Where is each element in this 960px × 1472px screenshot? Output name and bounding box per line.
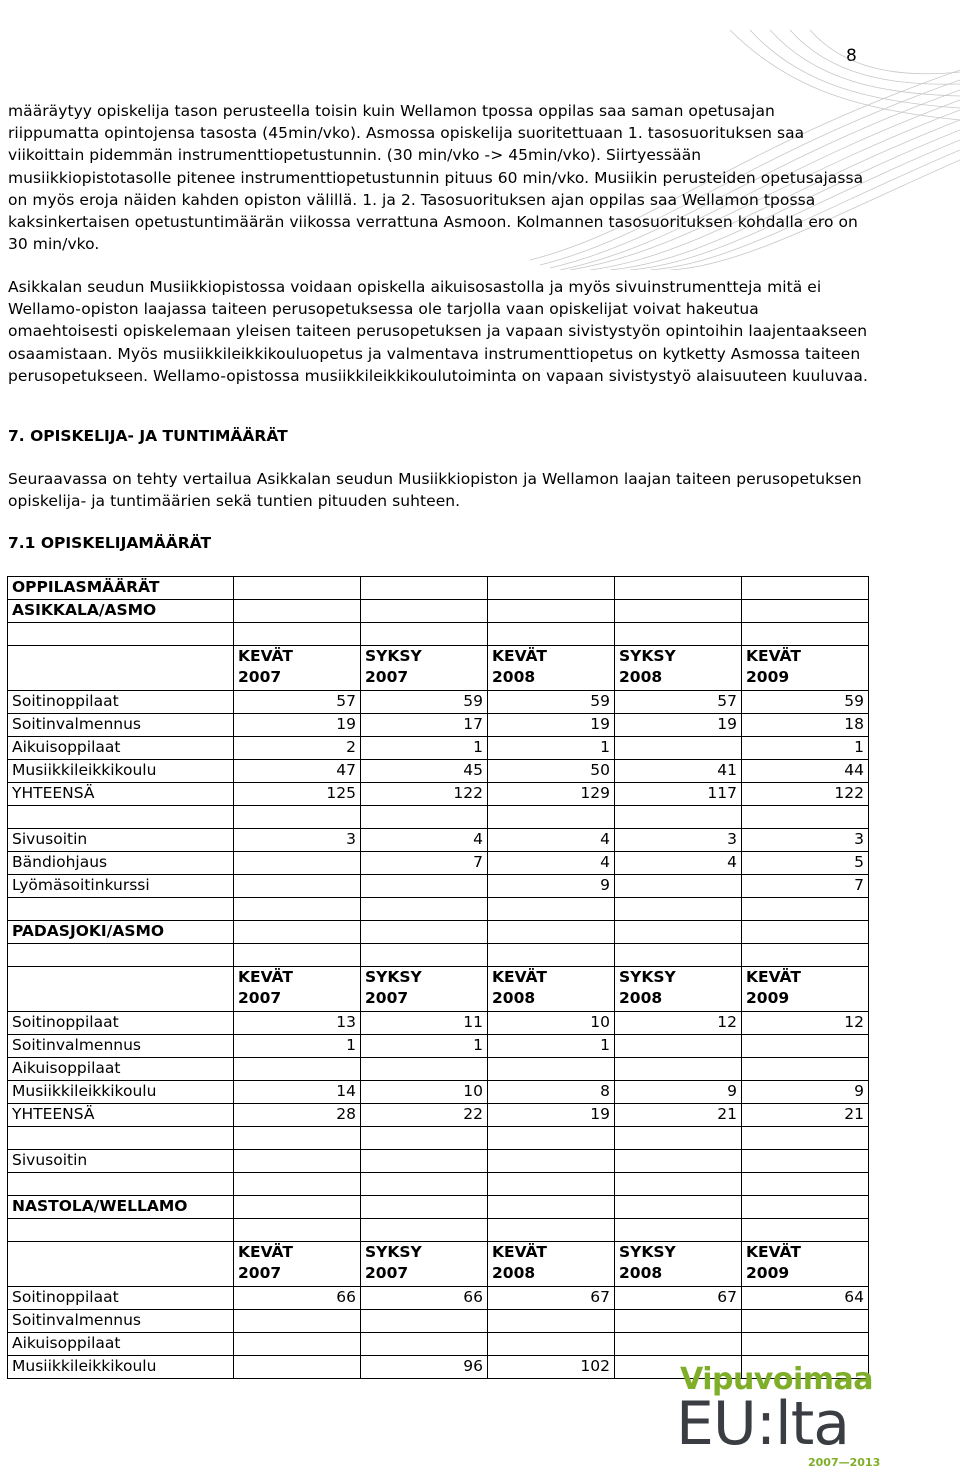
empty-cell bbox=[234, 944, 361, 967]
empty-cell bbox=[615, 623, 742, 646]
value-cell bbox=[742, 1310, 869, 1333]
table-title-line2: ASIKKALA/ASMO bbox=[8, 600, 234, 623]
column-header bbox=[488, 646, 615, 691]
value-cell: 50 bbox=[488, 760, 615, 783]
row-label: Aikuisoppilaat bbox=[8, 1333, 234, 1356]
empty-cell bbox=[742, 1196, 869, 1219]
value-cell: 4 bbox=[488, 829, 615, 852]
value-cell: 5 bbox=[742, 852, 869, 875]
value-cell: 45 bbox=[361, 760, 488, 783]
value-cell bbox=[488, 1310, 615, 1333]
table-row bbox=[8, 783, 869, 806]
column-header bbox=[742, 646, 869, 691]
value-cell: 129 bbox=[488, 783, 615, 806]
table-title-line1: OPPILASMÄÄRÄT bbox=[8, 577, 234, 600]
table-row bbox=[8, 691, 869, 714]
table-row bbox=[8, 1287, 869, 1310]
empty-cell bbox=[361, 921, 488, 944]
logo-title: Vipuvoimaa bbox=[680, 1362, 874, 1397]
column-header bbox=[615, 967, 742, 1012]
value-cell: 1 bbox=[488, 737, 615, 760]
value-cell: 28 bbox=[234, 1104, 361, 1127]
empty-cell bbox=[8, 898, 234, 921]
value-cell bbox=[742, 1035, 869, 1058]
value-cell: 4 bbox=[361, 829, 488, 852]
value-cell: 9 bbox=[488, 875, 615, 898]
value-cell: 59 bbox=[742, 691, 869, 714]
value-cell: 11 bbox=[361, 1012, 488, 1035]
empty-cell bbox=[361, 1196, 488, 1219]
value-cell bbox=[615, 1058, 742, 1081]
empty-cell bbox=[615, 1196, 742, 1219]
column-header-season: KEVÄT bbox=[746, 968, 801, 986]
value-cell bbox=[234, 1356, 361, 1379]
table-row bbox=[8, 714, 869, 737]
table-row bbox=[8, 760, 869, 783]
empty-cell bbox=[488, 1127, 615, 1150]
column-header-season: SYKSY bbox=[365, 968, 422, 986]
table-row bbox=[8, 1035, 869, 1058]
column-header-year: 2009 bbox=[746, 1264, 790, 1282]
table-row bbox=[8, 737, 869, 760]
value-cell bbox=[615, 1035, 742, 1058]
value-cell: 9 bbox=[742, 1081, 869, 1104]
empty-cell bbox=[488, 921, 615, 944]
empty-cell bbox=[8, 1127, 234, 1150]
column-header-year: 2008 bbox=[619, 989, 663, 1007]
column-header-year: 2008 bbox=[492, 1264, 536, 1282]
empty-cell bbox=[8, 1173, 234, 1196]
column-header-year: 2008 bbox=[492, 668, 536, 686]
empty-cell bbox=[615, 806, 742, 829]
value-cell: 1 bbox=[234, 1035, 361, 1058]
value-cell: 19 bbox=[488, 1104, 615, 1127]
value-cell bbox=[361, 1333, 488, 1356]
value-cell bbox=[361, 1150, 488, 1173]
value-cell: 47 bbox=[234, 760, 361, 783]
value-cell: 4 bbox=[615, 852, 742, 875]
table-row bbox=[8, 1219, 869, 1242]
vipuvoimaa-eu-logo bbox=[676, 1362, 926, 1470]
value-cell bbox=[488, 1333, 615, 1356]
empty-cell bbox=[361, 1127, 488, 1150]
value-cell: 9 bbox=[615, 1081, 742, 1104]
row-label: Soitinvalmennus bbox=[8, 1310, 234, 1333]
column-header-year: 2007 bbox=[238, 668, 282, 686]
value-cell bbox=[234, 875, 361, 898]
value-cell: 122 bbox=[361, 783, 488, 806]
value-cell: 1 bbox=[488, 1035, 615, 1058]
column-header-season: KEVÄT bbox=[746, 1243, 801, 1261]
column-header-year: 2007 bbox=[365, 668, 409, 686]
value-cell: 125 bbox=[234, 783, 361, 806]
empty-cell bbox=[8, 967, 234, 1012]
empty-cell bbox=[8, 944, 234, 967]
column-header-season: KEVÄT bbox=[238, 968, 293, 986]
padasjoki-title: PADASJOKI/ASMO bbox=[8, 921, 234, 944]
empty-cell bbox=[488, 1219, 615, 1242]
row-label: Musiikkileikkikoulu bbox=[8, 1081, 234, 1104]
empty-cell bbox=[742, 577, 869, 600]
empty-cell bbox=[488, 806, 615, 829]
empty-cell bbox=[742, 898, 869, 921]
value-cell: 4 bbox=[488, 852, 615, 875]
value-cell bbox=[234, 1058, 361, 1081]
empty-cell bbox=[488, 898, 615, 921]
column-header bbox=[615, 646, 742, 691]
value-cell: 122 bbox=[742, 783, 869, 806]
value-cell: 7 bbox=[742, 875, 869, 898]
value-cell bbox=[361, 1310, 488, 1333]
column-header-year: 2009 bbox=[746, 989, 790, 1007]
empty-cell bbox=[234, 600, 361, 623]
value-cell: 21 bbox=[742, 1104, 869, 1127]
value-cell bbox=[742, 1333, 869, 1356]
value-cell: 13 bbox=[234, 1012, 361, 1035]
value-cell: 19 bbox=[234, 714, 361, 737]
table-row bbox=[8, 577, 869, 600]
value-cell: 12 bbox=[615, 1012, 742, 1035]
table-row bbox=[8, 898, 869, 921]
intro-paragraph: määräytyy opiskelija tason perusteella toisin kuin Wellamon tpossa oppilas saa saman opetusajan riippumatta opintojensa tasosta (45min/vko). Asmossa opiskelija suoritettuaan 1. tasosuorituksen saa viikoittain pidemmän instrumenttiopetustunnin. (30 min/vko -> 45min/vko). Siirtyessään musiikkiopistotasolle pitenee instrumenttiopetustunnin pituus 60 min/vko. Musiikin perusteiden opetusajassa on myös eroja näiden kahden opiston välillä. 1. ja 2. Tasosuorituksen ajan oppilas saa Wellamon tpossa kaksinkertaisen opetustuntimäärän viikossa verrattuna Asmoon. Kolmannen tasosuorituksen kohdalla ero on 30 min/vko. bbox=[8, 102, 864, 254]
empty-cell bbox=[742, 1173, 869, 1196]
column-header-year: 2007 bbox=[365, 1264, 409, 1282]
table-row bbox=[8, 1242, 869, 1287]
value-cell bbox=[615, 1150, 742, 1173]
value-cell: 1 bbox=[742, 737, 869, 760]
value-cell: 17 bbox=[361, 714, 488, 737]
empty-cell bbox=[361, 577, 488, 600]
empty-cell bbox=[234, 806, 361, 829]
value-cell: 21 bbox=[615, 1104, 742, 1127]
table-row bbox=[8, 875, 869, 898]
column-header-season: SYKSY bbox=[619, 1243, 676, 1261]
empty-cell bbox=[488, 577, 615, 600]
row-label: Soitinvalmennus bbox=[8, 714, 234, 737]
value-cell: 66 bbox=[361, 1287, 488, 1310]
table-row bbox=[8, 1173, 869, 1196]
empty-cell bbox=[488, 623, 615, 646]
value-cell: 3 bbox=[234, 829, 361, 852]
column-header bbox=[234, 1242, 361, 1287]
table-row bbox=[8, 646, 869, 691]
value-cell: 10 bbox=[361, 1081, 488, 1104]
row-label: Soitinvalmennus bbox=[8, 1035, 234, 1058]
value-cell: 7 bbox=[361, 852, 488, 875]
column-header bbox=[742, 967, 869, 1012]
value-cell: 64 bbox=[742, 1287, 869, 1310]
table-row bbox=[8, 852, 869, 875]
table-row bbox=[8, 921, 869, 944]
row-label: Musiikkileikkikoulu bbox=[8, 1356, 234, 1379]
value-cell: 3 bbox=[742, 829, 869, 852]
empty-cell bbox=[234, 1127, 361, 1150]
row-label: Bändiohjaus bbox=[8, 852, 234, 875]
empty-cell bbox=[615, 577, 742, 600]
empty-cell bbox=[361, 944, 488, 967]
column-header bbox=[234, 967, 361, 1012]
value-cell: 10 bbox=[488, 1012, 615, 1035]
value-cell bbox=[234, 1333, 361, 1356]
column-header-season: KEVÄT bbox=[238, 647, 293, 665]
column-header bbox=[234, 646, 361, 691]
row-label: Soitinoppilaat bbox=[8, 1287, 234, 1310]
row-label: Soitinoppilaat bbox=[8, 691, 234, 714]
empty-cell bbox=[615, 1219, 742, 1242]
value-cell: 59 bbox=[361, 691, 488, 714]
value-cell bbox=[615, 1333, 742, 1356]
value-cell: 1 bbox=[361, 737, 488, 760]
column-header bbox=[742, 1242, 869, 1287]
value-cell bbox=[361, 875, 488, 898]
table-row bbox=[8, 600, 869, 623]
subsection-heading: 7.1 OPISKELIJAMÄÄRÄT bbox=[8, 534, 212, 552]
value-cell bbox=[234, 852, 361, 875]
value-cell: 2 bbox=[234, 737, 361, 760]
column-header-season: KEVÄT bbox=[492, 647, 547, 665]
empty-cell bbox=[742, 806, 869, 829]
column-header-season: KEVÄT bbox=[238, 1243, 293, 1261]
column-header-year: 2008 bbox=[619, 668, 663, 686]
row-label: Sivusoitin bbox=[8, 1150, 234, 1173]
empty-cell bbox=[615, 921, 742, 944]
empty-cell bbox=[742, 623, 869, 646]
value-cell bbox=[742, 1058, 869, 1081]
value-cell bbox=[488, 1058, 615, 1081]
column-header-year: 2008 bbox=[492, 989, 536, 1007]
value-cell: 8 bbox=[488, 1081, 615, 1104]
column-header-season: KEVÄT bbox=[492, 968, 547, 986]
empty-cell bbox=[8, 1242, 234, 1287]
row-label: Aikuisoppilaat bbox=[8, 737, 234, 760]
column-header-year: 2007 bbox=[238, 1264, 282, 1282]
value-cell: 44 bbox=[742, 760, 869, 783]
empty-cell bbox=[8, 623, 234, 646]
value-cell: 41 bbox=[615, 760, 742, 783]
nastola-title: NASTOLA/WELLAMO bbox=[8, 1196, 234, 1219]
empty-cell bbox=[742, 944, 869, 967]
table-row bbox=[8, 829, 869, 852]
column-header bbox=[488, 1242, 615, 1287]
table-row bbox=[8, 1012, 869, 1035]
empty-cell bbox=[615, 1173, 742, 1196]
value-cell: 22 bbox=[361, 1104, 488, 1127]
column-header-year: 2009 bbox=[746, 668, 790, 686]
empty-cell bbox=[488, 600, 615, 623]
empty-cell bbox=[361, 806, 488, 829]
value-cell: 3 bbox=[615, 829, 742, 852]
row-label: Musiikkileikkikoulu bbox=[8, 760, 234, 783]
student-count-table bbox=[7, 576, 869, 1379]
column-header-season: SYKSY bbox=[365, 1243, 422, 1261]
row-label: Sivusoitin bbox=[8, 829, 234, 852]
column-header bbox=[615, 1242, 742, 1287]
column-header-season: SYKSY bbox=[365, 647, 422, 665]
row-label: Lyömäsoitinkurssi bbox=[8, 875, 234, 898]
column-header-season: SYKSY bbox=[619, 647, 676, 665]
table-row bbox=[8, 967, 869, 1012]
empty-cell bbox=[234, 623, 361, 646]
value-cell bbox=[615, 875, 742, 898]
empty-cell bbox=[8, 1219, 234, 1242]
value-cell bbox=[234, 1310, 361, 1333]
column-header bbox=[361, 646, 488, 691]
table-row bbox=[8, 1150, 869, 1173]
value-cell bbox=[615, 737, 742, 760]
column-header bbox=[488, 967, 615, 1012]
value-cell: 57 bbox=[615, 691, 742, 714]
empty-cell bbox=[742, 1127, 869, 1150]
value-cell bbox=[742, 1150, 869, 1173]
empty-cell bbox=[361, 898, 488, 921]
empty-cell bbox=[488, 1196, 615, 1219]
table-row bbox=[8, 1058, 869, 1081]
value-cell: 117 bbox=[615, 783, 742, 806]
row-label: YHTEENSÄ bbox=[8, 783, 234, 806]
logo-main-text: EU:lta bbox=[676, 1389, 850, 1459]
table-row bbox=[8, 623, 869, 646]
value-cell: 19 bbox=[488, 714, 615, 737]
value-cell: 12 bbox=[742, 1012, 869, 1035]
value-cell: 1 bbox=[361, 1035, 488, 1058]
value-cell bbox=[488, 1150, 615, 1173]
table-row bbox=[8, 1310, 869, 1333]
row-label: Soitinoppilaat bbox=[8, 1012, 234, 1035]
value-cell: 57 bbox=[234, 691, 361, 714]
table-row bbox=[8, 1081, 869, 1104]
empty-cell bbox=[742, 600, 869, 623]
column-header-season: KEVÄT bbox=[746, 647, 801, 665]
empty-cell bbox=[615, 898, 742, 921]
column-header-year: 2007 bbox=[365, 989, 409, 1007]
value-cell: 96 bbox=[361, 1356, 488, 1379]
row-label: Aikuisoppilaat bbox=[8, 1058, 234, 1081]
section-intro: Seuraavassa on tehty vertailua Asikkalan seudun Musiikkiopiston ja Wellamon laajan taiteen perusopetuksen opiskelija- ja tuntimäärien sekä tuntien pituuden suhteen. bbox=[8, 470, 862, 511]
empty-cell bbox=[615, 1127, 742, 1150]
empty-cell bbox=[488, 1173, 615, 1196]
asikkala-paragraph: Asikkalan seudun Musiikkiopistossa voidaan opiskella aikuisosastolla ja myös sivuinstrumentteja mitä ei Wellamo-opiston laajassa taiteen perusopetuksessa ole tarjolla vaan opiskelijat voivat hakeutua omaehtoisesti opiskelemaan yleisen taiteen perusopetuksen ja vapaan sivistystyön opintoihin laajentaakseen osaamistaan. Myös musiikkileikkikouluopetus ja valmentava instrumenttiopetus on kytketty Asmossa taiteen perusopetukseen. Wellamo-opistossa musiikkileikkikoulutoiminta on vapaan sivistystyö alaisuuteen kuuluvaa. bbox=[8, 278, 868, 385]
table-row bbox=[8, 1196, 869, 1219]
empty-cell bbox=[8, 806, 234, 829]
column-header bbox=[361, 1242, 488, 1287]
section-heading: 7. OPISKELIJA- JA TUNTIMÄÄRÄT bbox=[8, 427, 288, 445]
empty-cell bbox=[8, 646, 234, 691]
logo-years: 2007—2013 bbox=[808, 1456, 881, 1469]
value-cell: 66 bbox=[234, 1287, 361, 1310]
empty-cell bbox=[234, 898, 361, 921]
empty-cell bbox=[361, 1173, 488, 1196]
value-cell: 67 bbox=[615, 1287, 742, 1310]
column-header-year: 2008 bbox=[619, 1264, 663, 1282]
value-cell bbox=[234, 1150, 361, 1173]
empty-cell bbox=[234, 921, 361, 944]
value-cell bbox=[615, 1310, 742, 1333]
empty-cell bbox=[361, 623, 488, 646]
column-header-year: 2007 bbox=[238, 989, 282, 1007]
table-row bbox=[8, 1333, 869, 1356]
value-cell: 18 bbox=[742, 714, 869, 737]
column-header-season: SYKSY bbox=[619, 968, 676, 986]
column-header bbox=[361, 967, 488, 1012]
page-number: 8 bbox=[846, 46, 857, 66]
empty-cell bbox=[234, 1173, 361, 1196]
empty-cell bbox=[234, 1196, 361, 1219]
column-header-season: KEVÄT bbox=[492, 1243, 547, 1261]
value-cell bbox=[361, 1058, 488, 1081]
empty-cell bbox=[742, 1219, 869, 1242]
empty-cell bbox=[361, 1219, 488, 1242]
table-row bbox=[8, 806, 869, 829]
empty-cell bbox=[234, 577, 361, 600]
empty-cell bbox=[488, 944, 615, 967]
empty-cell bbox=[615, 600, 742, 623]
value-cell: 14 bbox=[234, 1081, 361, 1104]
value-cell: 19 bbox=[615, 714, 742, 737]
value-cell: 102 bbox=[488, 1356, 615, 1379]
table-row bbox=[8, 944, 869, 967]
table-row bbox=[8, 1127, 869, 1150]
empty-cell bbox=[615, 944, 742, 967]
empty-cell bbox=[742, 921, 869, 944]
row-label: YHTEENSÄ bbox=[8, 1104, 234, 1127]
value-cell: 67 bbox=[488, 1287, 615, 1310]
empty-cell bbox=[234, 1219, 361, 1242]
table-row bbox=[8, 1104, 869, 1127]
value-cell: 59 bbox=[488, 691, 615, 714]
empty-cell bbox=[361, 600, 488, 623]
